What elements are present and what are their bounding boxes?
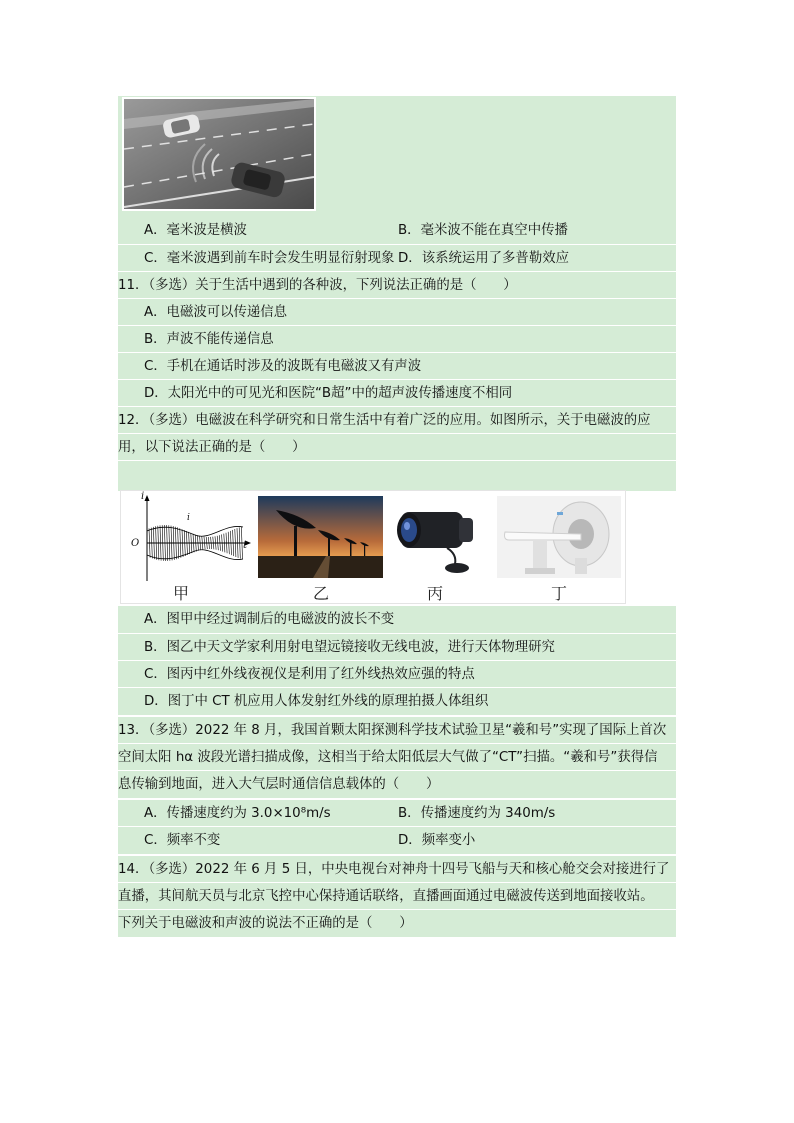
- modulated-wave-graph: [125, 493, 251, 583]
- radar-car-photo: [122, 97, 316, 211]
- q13-option-a: A．传播速度约为 3.0×10⁸m/s: [144, 806, 331, 821]
- q12-option-d: D．图丁中 CT 机应用人体发射红外线的原理拍摄人体组织: [144, 694, 489, 709]
- q13-option-b: B．传播速度约为 340m/s: [398, 806, 556, 821]
- q13-option-d: D．频率变小: [398, 833, 476, 848]
- q11-stem: 11．（多选）关于生活中遇到的各种波，下列说法正确的是（ ）: [118, 278, 517, 293]
- q11-option-d: D．太阳光中的可见光和医院“B超”中的超声波传播速度不相同: [144, 386, 513, 401]
- q11-option-c: C．手机在通话时涉及的波既有电磁波又有声波: [144, 359, 422, 374]
- q10-option-b: B．毫米波不能在真空中传播: [398, 223, 568, 238]
- q11-option-a: A．电磁波可以传递信息: [144, 305, 288, 320]
- night-vision-photo: [387, 496, 487, 578]
- q12-figure: [120, 490, 626, 604]
- figure-label-jia: 甲: [173, 584, 190, 603]
- q12-stem-line1: 12．（多选）电磁波在科学研究和日常生活中有着广泛的应用。如图所示，关于电磁波的应: [118, 413, 651, 428]
- q11-option-b: B．声波不能传递信息: [144, 332, 274, 347]
- figure-label-ding: 丁: [551, 584, 568, 603]
- q10-option-c: C．毫米波遇到前车时会发生明显衍射现象: [144, 251, 395, 266]
- figure-label-bing: 丙: [427, 584, 444, 603]
- q10-option-a: A．毫米波是横波: [144, 223, 247, 238]
- q12-blank-line: [118, 460, 676, 491]
- q13-stem-line3: 息传输到地面，进入大气层时通信信息载体的（ ）: [118, 777, 440, 792]
- q13-stem-line2: 空间太阳 hα 波段光谱扫描成像，这相当于给太阳低层大气做了“CT”扫描。“羲和号”获得信: [118, 750, 658, 765]
- q12-option-c: C．图丙中红外线夜视仪是利用了红外线热效应强的特点: [144, 667, 475, 682]
- q10-option-d: D．该系统运用了多普勒效应: [398, 251, 569, 266]
- q12-option-a: A．图甲中经过调制后的电磁波的波长不变: [144, 612, 395, 627]
- graph-origin-label: O: [131, 538, 140, 549]
- q14-stem-line3: 下列关于电磁波和声波的说法不正确的是（ ）: [118, 916, 413, 931]
- graph-axis-y-label: i: [141, 491, 145, 502]
- radio-telescope-photo: [258, 496, 383, 578]
- q14-stem-line1: 14．（多选）2022 年 6 月 5 日，中央电视台对神舟十四号飞船与天和核心舱交会对接进行了: [118, 862, 670, 877]
- q14-stem-line2: 直播，其间航天员与北京飞控中心保持通话联络，直播画面通过电磁波传送到地面接收站。: [118, 889, 654, 904]
- graph-axis-x-label: t: [243, 540, 248, 551]
- q12-option-b: B．图乙中天文学家利用射电望远镜接收无线电波，进行天体物理研究: [144, 640, 555, 655]
- q13-stem-line1: 13．（多选）2022 年 8 月，我国首颗太阳探测科学技术试验卫星“羲和号”实现了国际上首次: [118, 723, 667, 738]
- q12-stem-line2: 用，以下说法正确的是（ ）: [118, 440, 306, 455]
- graph-curve-label: i: [187, 513, 190, 523]
- figure-label-yi: 乙: [313, 584, 330, 603]
- q13-option-c: C．频率不变: [144, 833, 221, 848]
- ct-machine-photo: [497, 496, 621, 578]
